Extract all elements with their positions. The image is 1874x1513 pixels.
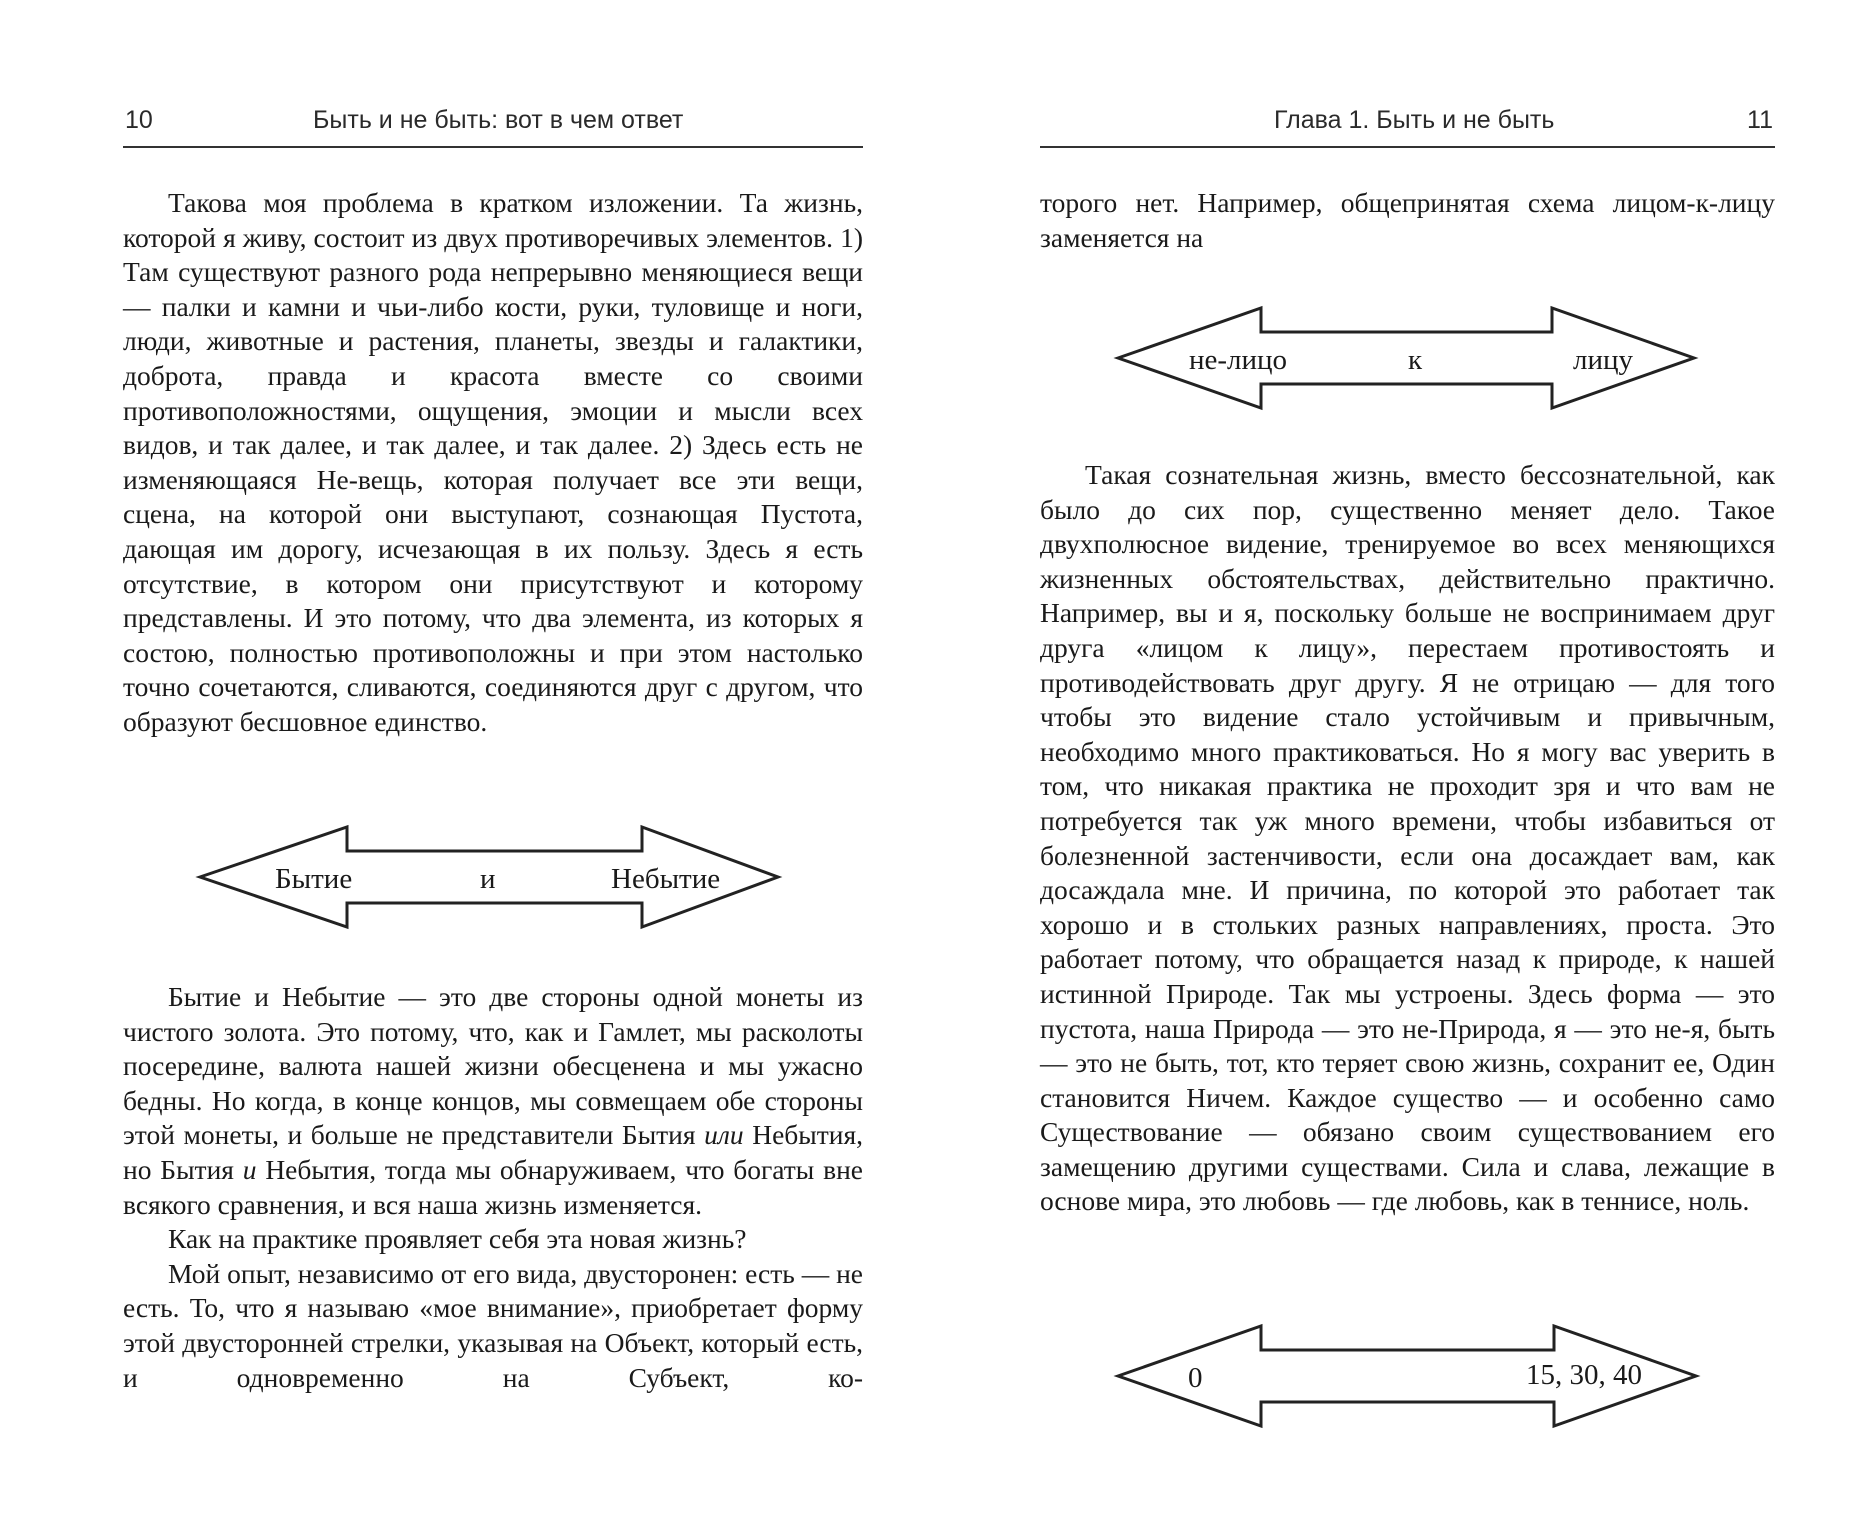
paragraph: Мой опыт, независимо от его вида, двусторонен: есть — не есть. То, что я называю «мое внимание», приобретает форму этой двусторонней стрелки, указывая на Объект, который есть, и одновременно на Субъект, ко- — [123, 1257, 863, 1393]
text-run: Небытия, тогда мы обнаруживаем, что богаты вне всякого сравнения, и вся наша жизнь изменяется. — [123, 1153, 863, 1220]
diagram-label-middle: и — [480, 863, 496, 895]
bidirectional-arrow-diagram — [1118, 306, 1708, 410]
page-number-left: 10 — [125, 106, 153, 134]
text-run: Бытие и Небытие — это две стороны одной монеты из чистого золота. Это потому, что, как и Гамлет, мы расколоты посередине, валюта нашей жизни обесценена и мы ужасно бедны. Но когда, в конце концов, мы совмещаем обе стороны этой монеты, и больше не представители Бытия — [123, 981, 863, 1151]
bidirectional-arrow-diagram — [200, 825, 790, 929]
right-text-block-1 — [1040, 186, 1775, 255]
diagram-label-right: 15, 30, 40 — [1526, 1359, 1642, 1391]
text-run: Небытия, но Бытия — [123, 1119, 864, 1185]
italic-word: и — [242, 1153, 257, 1185]
running-title-left: Быть и не быть: вот в чем ответ — [313, 106, 684, 134]
italic-word: или — [704, 1119, 744, 1151]
page-number-right: 11 — [1747, 106, 1773, 134]
paragraph: Такова моя проблема в кратком изложении. Та жизнь, которой я живу, состоит из двух противоречивых элементов. 1) Там существуют разного рода непрерывно меняющиеся вещи — палки и камни и чьи-либо кости, руки, туловище и ноги, люди, животные и растения, планеты, звезды и галактики, доброта, правда и красота вместе со своими противоположностями, ощущения, эмоции и мысли всех видов, и так далее, и так далее, и так далее. 2) Здесь есть не изменяющаяся Не-вещь, которая получает все эти вещи, сцена, на которой они выступают, сознающая Пустота, дающая им дорогу, исчезающая в их пользу. Здесь я есть отсутствие, в котором они присутствуют и которому представлены. И это потому, что два элемента, из которых я состою, полностью противоположны и при этом настолько точно сочетаются, сливаются, соединяются друг с другом, что образуют бесшовное единство. — [123, 187, 863, 737]
paragraph: торого нет. Например, общепринятая схема лицом-к-лицу заменяется на — [1040, 187, 1775, 253]
left-text-block-2 — [123, 980, 863, 1395]
left-page — [123, 0, 863, 1513]
diagram-label-right: Небытие — [611, 863, 721, 895]
right-page-header — [1040, 104, 1775, 148]
right-text-block-2 — [1040, 458, 1775, 1219]
bidirectional-arrow-diagram — [1118, 1324, 1708, 1428]
running-title-right: Глава 1. Быть и не быть — [1274, 106, 1555, 134]
paragraph: Такая сознательная жизнь, вместо бессознательной, как было до сих пор, существенно меняет дело. Такое двухполюсное видение, тренируемое во всех меняющихся жизненных обстоятельствах, действительно практично. Например, вы и я, поскольку больше не воспринимаем друг друга «лицом к лицу», перестаем противостоять и противодействовать друг другу. Я не отрицаю — для того чтобы это видение стало устойчивым и привычным, необходимо много практиковаться. Но я могу вас уверить в том, что никакая практика не проходит зря и что вам не потребуется так уж много времени, чтобы избавиться от болезненной застенчивости, если она досаждает вам, как досаждала мне. И причина, по которой это работает так хорошо и в стольких разных направлениях, проста. Это работает потому, что обращается назад к природе, к нашей истинной Природе. Так мы устроены. Здесь форма — это пустота, наша Природа — это не-Природа, я — это не-я, быть — это не быть, тот, кто теряет свою жизнь, сохранит ее, Один становится Ничем. Каждое существо — и особенно само Существование — обязано своим существованием его замещению другими существами. Сила и слава, лежащие в основе мира, это любовь — где любовь, как в теннисе, ноль. — [1040, 459, 1775, 1217]
diagram-label-left: не-лицо — [1189, 344, 1288, 376]
left-page-header — [123, 104, 863, 148]
paragraph — [123, 980, 863, 1222]
diagram-label-middle: к — [1408, 344, 1423, 376]
paragraph: Как на практике проявляет себя эта новая жизнь? — [168, 1223, 747, 1255]
diagram-label-right: лицу — [1573, 344, 1634, 376]
diagram-label-left: Бытие — [275, 863, 353, 895]
right-page — [1040, 0, 1775, 1513]
diagram-label-left: 0 — [1188, 1362, 1203, 1394]
left-text-block-1 — [123, 186, 863, 740]
